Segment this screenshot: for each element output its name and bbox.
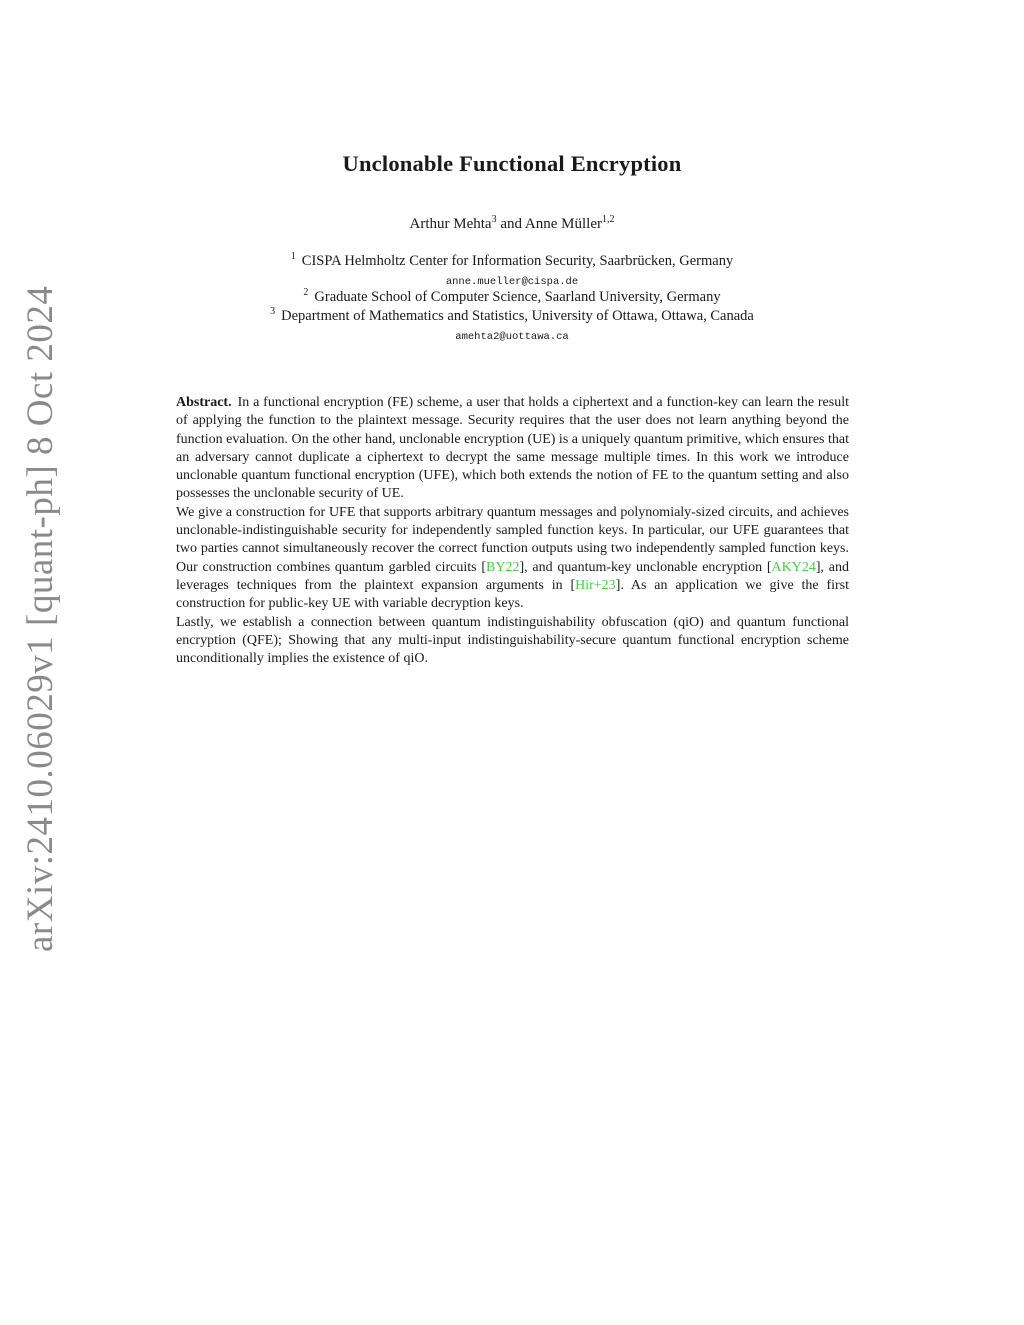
abstract-paragraph <box>176 614 849 669</box>
affiliation-1 <box>0 253 1024 270</box>
abstract-text: Lastly, we establish a connection between quantum indistinguishability obfuscation (qiO) and quantum functional encryption (QFE); Showing that any multi-input indistinguishability-secure quantum functional encryption scheme unconditionally implies the existence of qiO. <box>176 614 849 667</box>
abstract-text: We give a construction for UFE that supports arbitrary quantum messages and polynomialy-sized circuits, and achieves unclonable-indistinguishable security for independently sampled function keys. In particular, our UFE guarantees that two parties cannot simultaneously recover the correct function outputs using two independently sampled function keys. Our construction combines quantum garbled circuits [ <box>176 504 849 575</box>
abstract-label: Abstract. <box>176 395 232 410</box>
abstract-text: In a functional encryption (FE) scheme, a user that holds a ciphertext and a function-key can learn the result of applying the function to the plaintext message. Security requires that the user does not learn anything beyond the function evaluation. On the other hand, unclonable encryption (UE) is a uniquely quantum primitive, which ensures that an adversary cannot duplicate a ciphertext to decrypt the same message multiple times. In this work we introduce unclonable quantum functional encryption (UFE), which both extends the notion of FE to the quantum setting and also possesses the unclonable security of UE. <box>176 395 849 502</box>
affiliation-number: 3 <box>270 306 276 318</box>
paper-title: Unclonable Functional Encryption <box>342 151 682 176</box>
author-affiliation-mark: 3 <box>491 214 497 225</box>
abstract-text: ], and quantum-key unclonable encryption [ <box>519 559 772 575</box>
affiliation-3 <box>0 308 1024 325</box>
author-email[interactable]: anne.mueller@cispa.de <box>445 276 579 288</box>
affiliation-number: 1 <box>290 251 296 263</box>
affiliation-number: 2 <box>303 287 309 299</box>
abstract-paragraph <box>176 394 849 504</box>
affiliation-2 <box>0 289 1024 306</box>
author-affiliation-mark: 1,2 <box>601 214 615 225</box>
author-email[interactable]: amehta2@uottawa.ca <box>455 331 569 343</box>
abstract-text: ], and leverages techniques from the plaintext expansion arguments in [ <box>176 559 849 593</box>
abstract-text: ]. As an application we give the first construction for public-key UE with variable decryption keys. <box>176 577 849 612</box>
affiliation-text: Department of Mathematics and Statistics, University of Ottawa, Ottawa, Canada <box>281 308 754 324</box>
citation-link[interactable]: AKY24 <box>771 559 816 575</box>
author-list <box>0 216 1024 233</box>
author-name: Arthur Mehta <box>409 216 492 232</box>
affiliation-text: Graduate School of Computer Science, Saarland University, Germany <box>314 289 721 305</box>
citation-link[interactable]: Hir+23 <box>575 577 616 593</box>
citation-link[interactable]: BY22 <box>486 559 520 575</box>
author-name: Anne Müller <box>524 216 602 232</box>
abstract <box>176 394 849 668</box>
abstract-paragraph <box>176 504 849 614</box>
arxiv-identifier: arXiv:2410.06029v1 [quant-ph] 8 Oct 2024 <box>20 285 61 952</box>
author-conjunction: and <box>496 216 525 232</box>
affiliation-text: CISPA Helmholtz Center for Information Security, Saarbrücken, Germany <box>301 253 734 269</box>
